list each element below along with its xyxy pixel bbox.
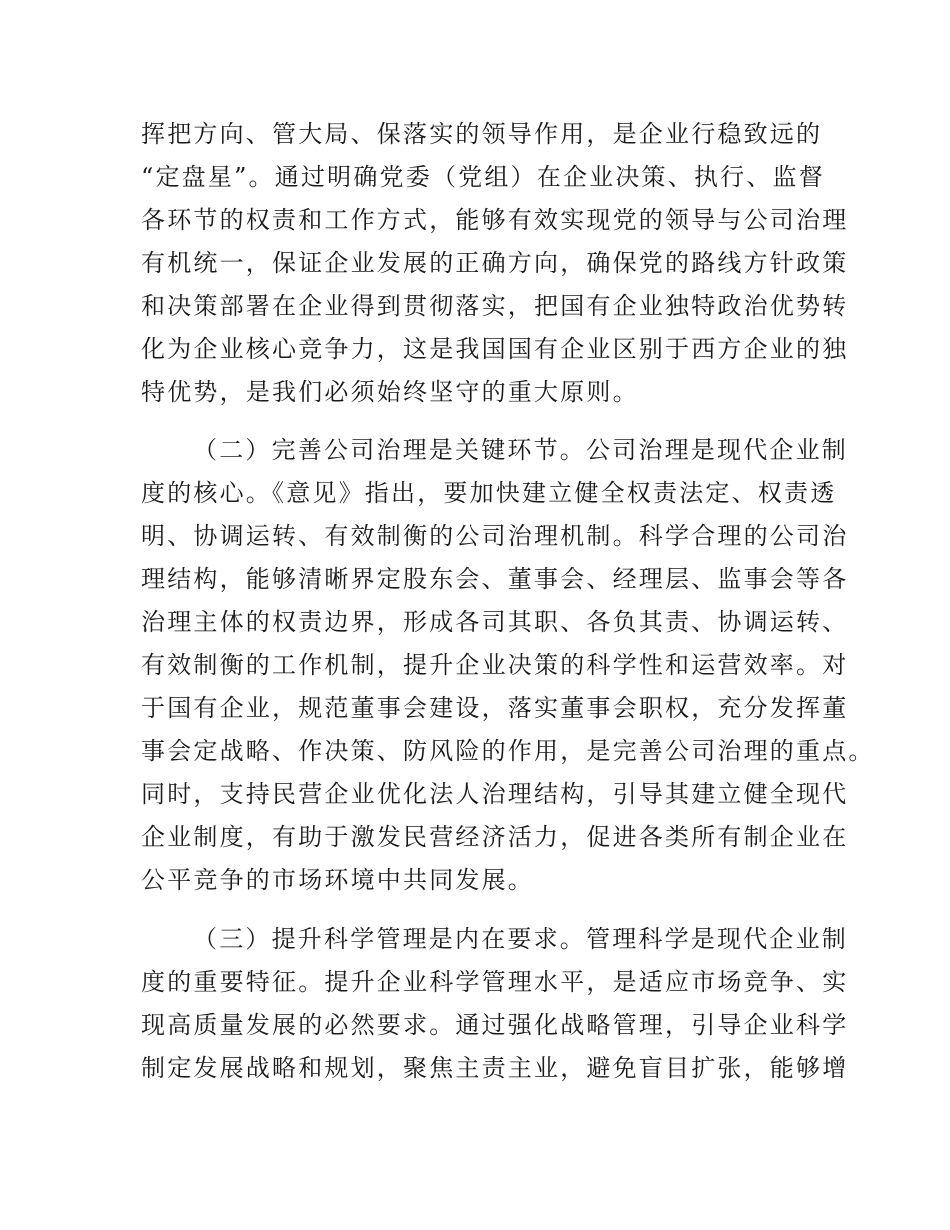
paragraph-2-line: 于国有企业，规范董事会建设，落实董事会职权，充分发挥董 (141, 694, 849, 722)
paragraph-1-line: 和决策部署在企业得到贯彻落实，把国有企业独特政治优势转 (141, 292, 849, 320)
paragraph-2-line: 同时，支持民营企业优化法人治理结构，引导其建立健全现代 (141, 780, 849, 808)
paragraph-2-line: 企业制度，有助于激发民营经济活力，促进各类所有制企业在 (141, 823, 849, 851)
paragraph-1-line: 化为企业核心竞争力，这是我国国有企业区别于西方企业的独 (141, 335, 849, 363)
paragraph-1-line: 各环节的权责和工作方式，能够有效实现党的领导与公司治理 (141, 206, 849, 234)
paragraph-2-line: 事会定战略、作决策、防风险的作用，是完善公司治理的重点。 (141, 737, 875, 765)
paragraph-2-line: 公平竞争的市场环境中共同发展。 (141, 866, 534, 894)
paragraph-3-line: 现高质量发展的必然要求。通过强化战略管理，引导企业科学 (141, 1011, 849, 1039)
paragraph-1-line: 挥把方向、管大局、保落实的领导作用，是企业行稳致远的 (141, 120, 823, 148)
paragraph-2-line: 度的核心。《意见》指出，要加快建立健全权责法定、权责透 (141, 479, 837, 507)
paragraph-3-line: 制定发展战略和规划，聚焦主责主业，避免盲目扩张，能够增 (141, 1054, 849, 1082)
paragraph-2-line: （二）完善公司治理是关键环节。公司治理是现代企业制 (193, 436, 848, 464)
paragraph-3-line: 度的重要特征。提升企业科学管理水平，是适应市场竞争、实 (141, 968, 849, 996)
paragraph-1-line: 有机统一，保证企业发展的正确方向，确保党的路线方针政策 (141, 249, 849, 277)
paragraph-1-line: “定盘星”。通过明确党委（党组）在企业决策、执行、监督 (141, 163, 825, 191)
paragraph-3-line: （三）提升科学管理是内在要求。管理科学是现代企业制 (193, 925, 848, 953)
paragraph-2-line: 有效制衡的工作机制，提升企业决策的科学性和运营效率。对 (141, 651, 849, 679)
paragraph-2-line: 治理主体的权责边界，形成各司其职、各负其责、协调运转、 (141, 608, 849, 636)
paragraph-1-line: 特优势，是我们必须始终坚守的重大原则。 (141, 378, 639, 406)
paragraph-2-line: 明、协调运转、有效制衡的公司治理机制。科学合理的公司治 (141, 522, 849, 550)
paragraph-2-line: 理结构，能够清晰界定股东会、董事会、经理层、监事会等各 (141, 565, 849, 593)
